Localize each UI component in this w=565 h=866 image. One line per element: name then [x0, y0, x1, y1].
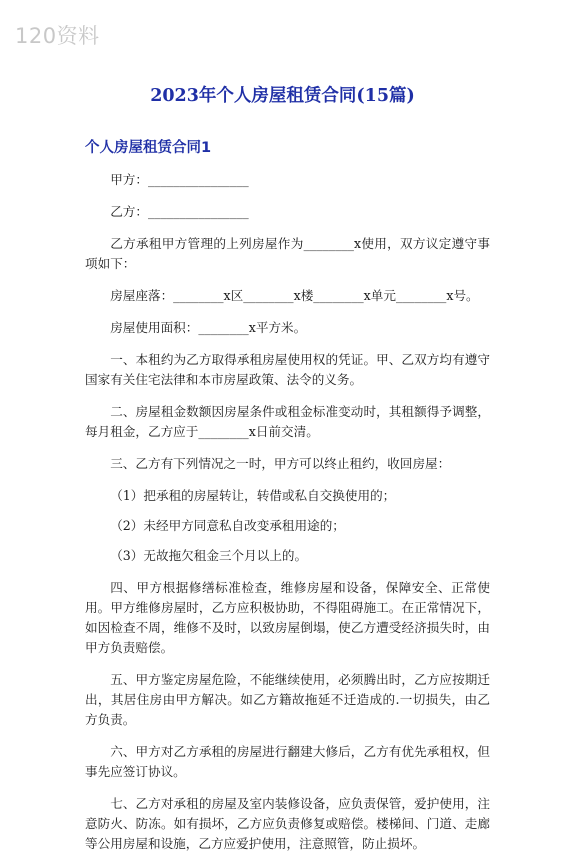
clause-6: 六、甲方对乙方承租的房屋进行翻建大修后，乙方有优先承租权，但事先应签订协议。 — [85, 744, 490, 779]
document-body — [85, 170, 490, 866]
clause-5: 五、甲方鉴定房屋危险，不能继续使用，必须腾出时，乙方应按期迁出，其居住房由甲方解决。如乙方籍故拖延不迁造成的.一切损失，由乙方负责。 — [85, 672, 490, 727]
clause-7: 七、乙方对承租的房屋及室内装修设备，应负责保管，爱护使用，注意防火、防冻。如有损坏，乙方应负责修复或赔偿。楼梯间、门道、走廊等公用房屋和设施，乙方应爱护使用，注意照管，防止损坏。 — [85, 796, 490, 851]
watermark: 120资料 — [15, 24, 100, 48]
clause-3-item-3: （3）无故拖欠租金三个月以上的。 — [110, 548, 308, 563]
party-b-line: 乙方：________________ — [110, 204, 249, 219]
clause-4: 四、甲方根据修缮标准检查，维修房屋和设备，保障安全、正常使用。甲方维修房屋时，乙方应积极协助，不得阻碍施工。在正常情况下，如因检查不周，维修不及时，以致房屋倒塌，使乙方遭受经济损失时，由甲方负责赔偿。 — [85, 580, 490, 655]
section-heading: 个人房屋租赁合同1 — [85, 140, 212, 156]
intro-paragraph: 乙方承租甲方管理的上列房屋作为________x使用，双方议定遵守事项如下： — [85, 236, 490, 271]
clause-3-item-1: （1）把承租的房屋转让，转借或私自交换使用的； — [110, 488, 396, 503]
clause-1: 一、本租约为乙方取得承租房屋使用权的凭证。甲、乙双方均有遵守国家有关住宅法律和本市房屋政策、法令的义务。 — [85, 352, 490, 387]
clause-2: 二、房屋租金数额因房屋条件或租金标准变动时，其租额得予调整，每月租金，乙方应于________x日前交清。 — [85, 404, 490, 439]
clause-3-item-2: （2）未经甲方同意私自改变承租用途的； — [110, 518, 345, 533]
document-title: 2023年个人房屋租赁合同(15篇) — [150, 86, 415, 106]
clause-3: 三、乙方有下列情况之一时，甲方可以终止租约，收回房屋： — [110, 456, 451, 471]
address-paragraph: 房屋座落：________x区________x楼________x单元________x号。 — [110, 288, 479, 303]
area-paragraph: 房屋使用面积：________x平方米。 — [110, 320, 307, 335]
party-a-line: 甲方：________________ — [110, 172, 249, 187]
